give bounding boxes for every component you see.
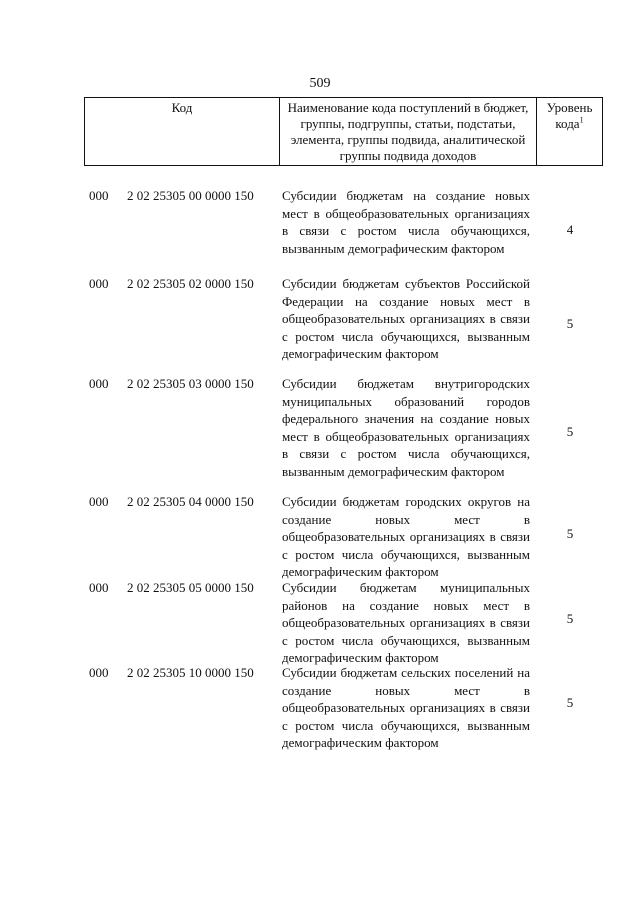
table-header (84, 97, 603, 166)
header-level-label: Уровень кода (546, 100, 593, 131)
row-code: 2 02 25305 03 0000 150 (127, 376, 254, 391)
row-name: Субсидии бюджетам субъектов Российской Федерации на создание новых мест в общеобразовательных организациях в связи с ростом числа обучающихся, вызванным демографическим фактором (282, 276, 530, 361)
row-code: 2 02 25305 04 0000 150 (127, 494, 254, 509)
row-level: 5 (566, 424, 574, 439)
row-name: Субсидии бюджетам внутригородских муниципальных образований городов федерального значения на создание новых мест в общеобразовательных организациях в связи с ростом числа обучающихся, вызванным демографическим фактором (282, 376, 530, 479)
header-level (537, 98, 602, 165)
row-prefix: 000 (89, 188, 109, 203)
row-prefix: 000 (89, 665, 109, 680)
row-prefix: 000 (89, 494, 109, 509)
row-prefix: 000 (89, 580, 109, 595)
page-number: 509 (309, 76, 331, 91)
header-code: Код (85, 98, 280, 165)
row-prefix: 000 (89, 376, 109, 391)
row-level: 5 (566, 526, 574, 541)
row-code: 2 02 25305 00 0000 150 (127, 188, 254, 203)
header-level-footnote: 1 (579, 115, 584, 125)
header-name: Наименование кода поступлений в бюджет, группы, подгруппы, статьи, подстатьи, элемента, группы подвида, аналитической группы подвида доходов (280, 98, 537, 165)
row-level: 4 (566, 222, 574, 237)
row-prefix: 000 (89, 276, 109, 291)
row-name: Субсидии бюджетам городских округов на создание новых мест в общеобразовательных организациях в связи с ростом числа обучающихся, вызванным демографическим фактором (282, 494, 530, 579)
row-name: Субсидии бюджетам муниципальных районов на создание новых мест в общеобразовательных организациях в связи с ростом числа обучающихся, вызванным демографическим фактором (282, 580, 530, 665)
row-name: Субсидии бюджетам сельских поселений на создание новых мест в общеобразовательных организациях в связи с ростом числа обучающихся, вызванным демографическим фактором (282, 665, 530, 750)
row-code: 2 02 25305 05 0000 150 (127, 580, 254, 595)
row-level: 5 (566, 611, 574, 626)
row-code: 2 02 25305 02 0000 150 (127, 276, 254, 291)
row-level: 5 (566, 316, 574, 331)
row-code: 2 02 25305 10 0000 150 (127, 665, 254, 680)
row-level: 5 (566, 695, 574, 710)
row-name: Субсидии бюджетам на создание новых мест в общеобразовательных организациях в связи с ростом числа обучающихся, вызванным демографическим фактором (282, 188, 530, 256)
